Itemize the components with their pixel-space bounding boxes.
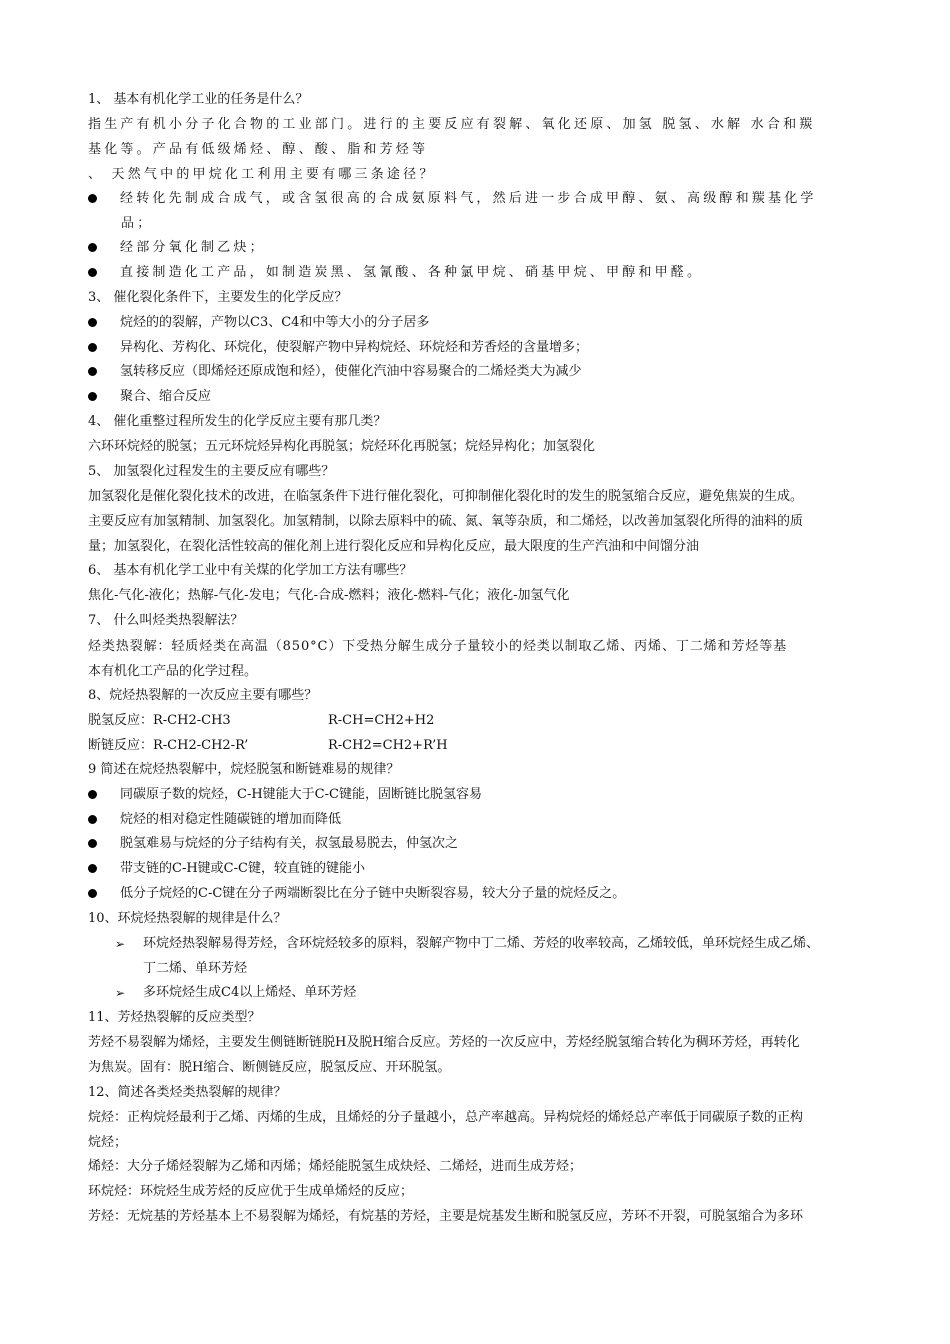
answer-12-aromatics: 芳烃：无烷基的芳烃基本上不易裂解为烯烃，有烷基的芳烃，主要是烷基发生断和脱氢反应，芳环不开裂，可脱氢缩合为多环 (88, 1209, 804, 1224)
answer-6: 焦化-气化-液化；热解-气化-发电；气化-合成-燃料；液化-燃料-气化；液化-加氢气化 (88, 588, 570, 603)
q2-item-2: 经部分氧化制乙炔； (120, 240, 266, 255)
arrow-bullet-icon: ➢ (115, 937, 126, 951)
dehydrogenation-reaction: 脱氢反应：R-CH2-CH3 (88, 713, 231, 728)
question-3-title: 3、 催化裂化条件下，主要发生的化学反应？ (88, 290, 348, 305)
q3-item-1: 烷烃的的裂解，产物以C3、C4和中等大小的分子居多 (120, 315, 430, 330)
q2-item-1-line-2: 品； (121, 216, 154, 231)
bullet-dot-icon (88, 889, 97, 898)
question-7-title: 7、 什么叫烃类热裂解法？ (88, 613, 244, 628)
answer-11-line-2: 为焦炭。固有：脱H缩合、断侧链反应，脱氢反应、开环脱氢。 (88, 1060, 451, 1075)
answer-12-alkanes-line-2: 烷烃； (88, 1135, 128, 1150)
arrow-bullet-icon: ➢ (115, 986, 126, 1000)
q3-item-2: 异构化、芳构化、环烷化，使裂解产物中异构烷烃、环烷烃和芳香烃的含量增多； (120, 340, 589, 355)
q9-item-1: 同碳原子数的烷烃，C-H键能大于C-C键能，固断链比脱氢容易 (120, 787, 482, 802)
question-4-title: 4、 催化重整过程所发生的化学反应主要有那几类？ (88, 414, 387, 429)
answer-5-line-2: 主要反应有加氢精制、加氢裂化。加氢精制，以除去原料中的硫、氮、氧等杂质，和二烯烃，以改善加氢裂化所得的油料的质 (88, 514, 804, 529)
answer-5-line-1: 加氢裂化是催化裂化技术的改进，在临氢条件下进行催化裂化，可抑制催化裂化时的发生的脱氢缩合反应，避免焦炭的生成。 (88, 489, 804, 504)
bullet-dot-icon (88, 864, 97, 873)
chain-scission-reaction: 断链反应：R-CH2-CH2-R’ (88, 738, 249, 753)
q2-item-1-line-1: 经转化先制成合成气，或含氢很高的合成氨原料气，然后进一步合成甲醇、氨、高级醇和羰基化学 (120, 191, 817, 206)
q3-item-3: 氢转移反应（即烯烃还原成饱和烃），使催化汽油中容易聚合的二烯烃类大为减少 (120, 364, 582, 379)
dehydrogenation-product: R-CH=CH2+H2 (328, 713, 435, 728)
bullet-dot-icon (88, 243, 97, 252)
q10-item-2: 多环烷烃生成C4以上烯烃、单环芳烃 (143, 985, 357, 1000)
question-1-title: 1、 基本有机化学工业的任务是什么？ (88, 92, 309, 107)
bullet-dot-icon (88, 790, 97, 799)
answer-7-line-2: 本有机化工产品的化学过程。 (88, 664, 258, 679)
bullet-dot-icon (88, 194, 97, 203)
bullet-dot-icon (88, 392, 97, 401)
bullet-dot-icon (88, 268, 97, 277)
question-10-title: 10、环烷烃热裂解的规律是什么？ (88, 911, 287, 926)
question-8-title: 8、烷烃热裂解的一次反应主要有哪些？ (88, 688, 318, 703)
question-6-title: 6、 基本有机化学工业中有关煤的化学加工方法有哪些？ (88, 563, 413, 578)
q9-item-5: 低分子烷烃的C-C键在分子两端断裂比在分子链中央断裂容易，较大分子量的烷烃反之。 (120, 886, 626, 901)
question-5-title: 5、 加氢裂化过程发生的主要反应有哪些？ (88, 464, 335, 479)
q2-item-3: 直接制造化工产品，如制造炭黑、氢氰酸、各种氯甲烷、硝基甲烷、甲醇和甲醛。 (120, 265, 704, 280)
q9-item-2: 烷烃的相对稳定性随碳链的增加而降低 (120, 812, 342, 827)
answer-1-line-2: 基化等。产品有低级烯烃、醇、酸、脂和芳烃等 (88, 142, 429, 157)
question-11-title: 11、芳烃热裂解的反应类型？ (88, 1010, 261, 1025)
question-9-title: 9 简述在烷烃热裂解中，烷烃脱氢和断链难易的规律？ (88, 762, 400, 777)
answer-12-alkenes: 烯烃：大分子烯烃裂解为乙烯和丙烯；烯烃能脱氢生成炔烃、二烯烃，进而生成芳烃； (88, 1159, 583, 1174)
bullet-dot-icon (88, 367, 97, 376)
bullet-dot-icon (88, 815, 97, 824)
q10-item-1-line-1: 环烷烃热裂解易得芳烃，含环烷烃较多的原料，裂解产物中丁二烯、芳烃的收率较高，乙烯较低，单环烷烃生成乙烯、 (143, 936, 820, 951)
answer-12-cycloalkanes: 环烷烃：环烷烃生成芳烃的反应优于生成单烯烃的反应； (88, 1184, 414, 1199)
answer-12-alkanes-line-1: 烷烃：正构烷烃最利于乙烯、丙烯的生成，且烯烃的分子量越小，总产率越高。异构烷烃的烯烃总产率低于同碳原子数的正构 (88, 1110, 804, 1125)
question-2-title: 、 天然气中的甲烷化工利用主要有哪三条途径？ (88, 167, 436, 182)
answer-7-line-1: 烃类热裂解：轻质烃类在高温（850°C）下受热分解生成分子量较小的烃类以制取乙烯、丙烯、丁二烯和芳烃等基 (88, 639, 788, 654)
answer-11-line-1: 芳烃不易裂解为烯烃，主要发生侧链断链脱H及脱H缩合反应。芳烃的一次反应中，芳烃经脱氢缩合转化为稠环芳烃，再转化 (88, 1035, 800, 1050)
q9-item-4: 带支链的C-H键或C-C键，较直链的键能小 (120, 861, 365, 876)
q3-item-4: 聚合、缩合反应 (120, 389, 212, 404)
answer-1-line-1: 指生产有机小分子化合物的工业部门。进行的主要反应有裂解、氧化还原、加氢 脱氢、水解 水合和羰 (88, 117, 816, 132)
chain-scission-product: R-CH2=CH2+R’H (328, 738, 448, 753)
q9-item-3: 脱氢难易与烷烃的分子结构有关，叔氢最易脱去，仲氢次之 (120, 836, 459, 851)
q10-item-1-line-2: 丁二烯、单环芳烃 (143, 961, 248, 976)
bullet-dot-icon (88, 343, 97, 352)
answer-4: 六环环烷烃的脱氢；五元环烷烃异构化再脱氢；烷烃环化再脱氢；烷烃异构化；加氢裂化 (88, 439, 596, 454)
bullet-dot-icon (88, 839, 97, 848)
question-12-title: 12、简述各类烃类热裂解的规律？ (88, 1085, 287, 1100)
bullet-dot-icon (88, 318, 97, 327)
answer-5-line-3: 量；加氢裂化，在裂化活性较高的催化剂上进行裂化反应和异构化反应，最大限度的生产汽油和中间馏分油 (88, 539, 700, 554)
